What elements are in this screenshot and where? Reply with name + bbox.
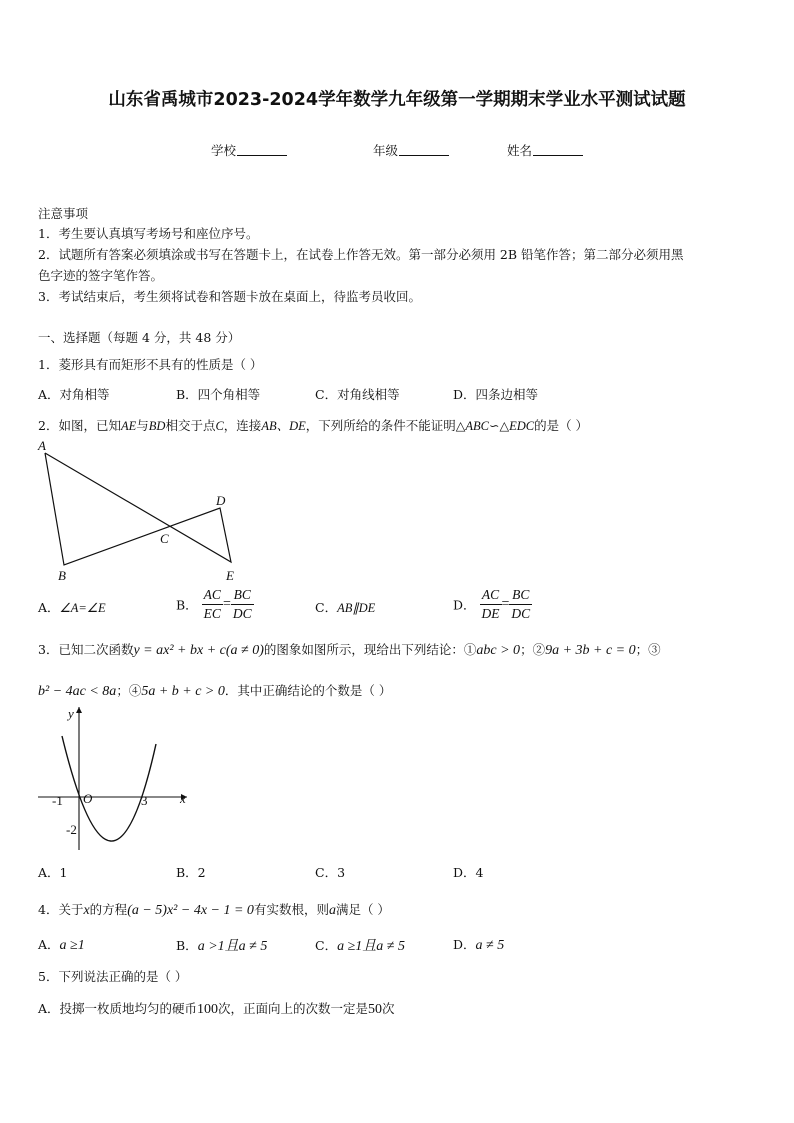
q3-option-b[interactable]: B．2 <box>176 865 206 880</box>
tick-label-3: 3 <box>141 793 148 808</box>
q1-stem: 1．菱形具有而矩形不具有的性质是（ ） <box>38 357 263 372</box>
q4-stem: 4．关于x的方程(a − 5)x² − 4x − 1 = 0有实数根，则a满足（ ） <box>38 902 390 918</box>
school-field[interactable] <box>211 141 287 159</box>
q3-option-d[interactable]: D．4 <box>453 865 484 880</box>
q3-stem-line2: b² − 4ac < 8a；④5a + b + c > 0．其中正确结论的个数是（ ） <box>38 683 392 699</box>
q1-option-b[interactable]: B．四个角相等 <box>176 387 261 402</box>
note-item: 1．考生要认真填写考场号和座位序号。 <box>38 226 259 241</box>
point-e-label: E <box>226 568 234 583</box>
x-axis-label: x <box>180 791 186 806</box>
tick-label-neg2: -2 <box>66 822 77 837</box>
q1-option-a[interactable]: A．对角相等 <box>38 387 110 402</box>
q4-option-d[interactable]: D．a ≠ 5 <box>453 937 505 953</box>
origin-label: O <box>83 791 93 806</box>
q4-option-b[interactable]: B．a >1且a ≠ 5 <box>176 938 268 954</box>
grade-field[interactable] <box>373 141 449 159</box>
q2-stem: 2．如图，已知AE与BD相交于点C，连接AB、DE，下列所给的条件不能证明△ABC∽△EDC的是（ ） <box>38 418 589 433</box>
q2-option-d[interactable]: D． $\frac{AC}{DE}$ = $\frac{BC}{DC}$ <box>453 587 531 621</box>
y-axis-label: y <box>68 706 74 721</box>
tick-label-neg1: -1 <box>52 793 63 808</box>
q2-option-b[interactable]: B． $\frac{AC}{EC}$ = $\frac{BC}{DC}$ <box>176 587 252 621</box>
point-d-label: D <box>216 493 226 508</box>
q2-option-a[interactable]: A．∠A=∠E <box>38 600 106 615</box>
q2-figure <box>30 436 250 586</box>
note-item: 3．考试结束后，考生须将试卷和答题卡放在桌面上，待监考员收回。 <box>38 289 421 304</box>
point-a-label: A <box>38 438 46 453</box>
q4-option-a[interactable]: A．a ≥1 <box>38 937 85 953</box>
q4-option-c[interactable]: C．a ≥1且a ≠ 5 <box>315 938 405 954</box>
q2-option-c[interactable]: C．AB∥DE <box>315 600 376 615</box>
q5-stem: 5．下列说法正确的是（ ） <box>38 969 188 984</box>
school-label: 学校 <box>211 143 237 158</box>
name-label: 姓名 <box>507 143 533 158</box>
q3-stem-line1: 3．已知二次函数y = ax² + bx + c(a ≠ 0)的图象如图所示，现给出下列结论：①abc > 0；②9a + 3b + c = 0；③ <box>38 642 661 658</box>
q5-option-a[interactable]: A．投掷一枚质地均匀的硬币100次，正面向上的次数一定是50次 <box>38 1001 395 1017</box>
q3-parabola-graph <box>32 702 197 852</box>
note-item: 色字迹的签字笔作答。 <box>38 268 164 283</box>
point-b-label: B <box>58 568 66 583</box>
q1-option-d[interactable]: D．四条边相等 <box>453 387 539 402</box>
point-c-label: C <box>160 531 169 546</box>
y-arrow-icon <box>76 707 82 713</box>
q3-option-c[interactable]: C．3 <box>315 865 346 880</box>
q3-option-a[interactable]: A．1 <box>38 865 68 880</box>
grade-blank[interactable] <box>399 144 449 156</box>
name-field[interactable] <box>507 141 583 159</box>
exam-title: 山东省禹城市2023-2024学年数学九年级第一学期期末学业水平测试试题 <box>108 90 686 110</box>
grade-label: 年级 <box>373 143 399 158</box>
section-heading: 一、选择题（每题 4 分，共 48 分） <box>38 330 241 345</box>
note-item: 2．试题所有答案必须填涂或书写在答题卡上，在试卷上作答无效。第一部分必须用 2B 铅笔作答；第二部分必须用黑 <box>38 247 684 262</box>
notes-heading: 注意事项 <box>38 206 89 221</box>
name-blank[interactable] <box>533 144 583 156</box>
school-blank[interactable] <box>237 144 287 156</box>
q2-triangles <box>45 453 231 565</box>
q1-option-c[interactable]: C．对角线相等 <box>315 387 400 402</box>
